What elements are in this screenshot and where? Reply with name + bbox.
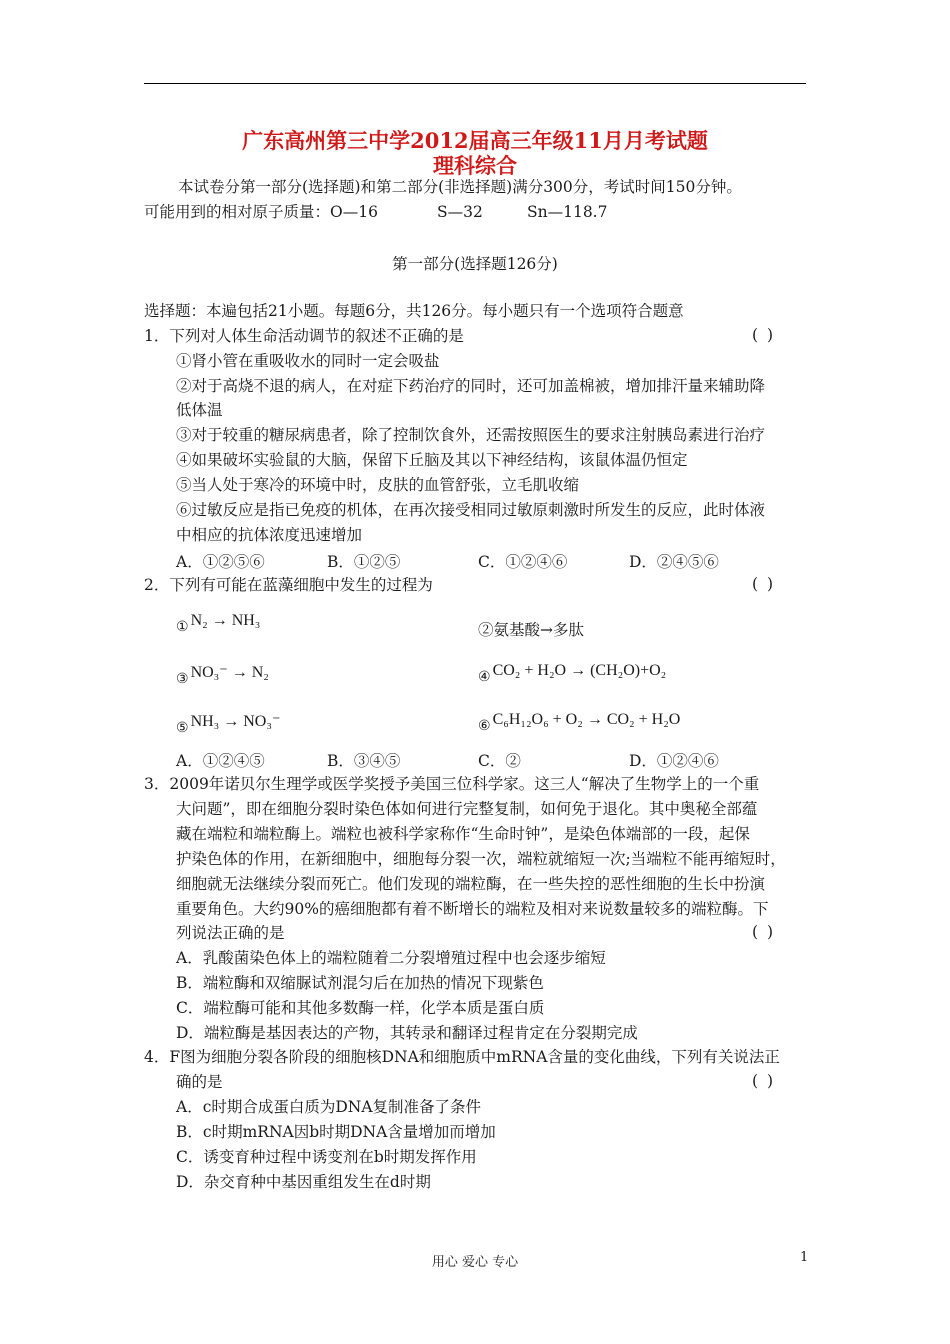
q2-formula-4-text: CO₂ + H₂O → (CH₂O)+O₂ [492, 662, 667, 679]
header-rule [144, 83, 806, 84]
exam-title: 广东高州第三中学2012届高三年级11月月考试题 [242, 128, 708, 153]
q2-formula-6-number: ⑥ [478, 719, 491, 734]
q3-stem-line: 3．2009年诺贝尔生理学或医学奖授予美国三位科学家。这三人“解决了生物学上的一个重 [144, 775, 760, 793]
q2-option-a: A．①②④⑤ [176, 752, 265, 770]
q3-option-d: D．端粒酶是基因表达的产物，其转录和翻译过程肯定在分裂期完成 [176, 1024, 638, 1042]
q2-stem: 2．下列有可能在蓝藻细胞中发生的过程为 [144, 576, 433, 594]
q4-stem-line: 确的是 [176, 1073, 223, 1091]
q3-answer-blank: ( ) [752, 923, 776, 941]
q2-formula-5-text: NH₃ → NO₃⁻ [190, 713, 281, 730]
section-instructions: 选择题：本遍包括21小题。每题6分，共126分。每小题只有一个选项符合题意 [144, 302, 684, 320]
q4-answer-blank: ( ) [752, 1072, 776, 1090]
q3-stem-line: 大问题”，即在细胞分裂时染色体如何进行完整复制，如何免于退化。其中奥秘全部蕴 [176, 800, 758, 818]
q2-formula-4 [478, 662, 667, 685]
q1-item: ⑥过敏反应是指已免疫的机体，在再次接受相同过敏原刺激时所发生的反应，此时体液 [176, 501, 766, 519]
q4-option-b: B．c时期mRNA因b时期DNA含量增加而增加 [176, 1123, 496, 1141]
q1-stem: 1．下列对人体生命活动调节的叙述不正确的是 [144, 327, 464, 345]
footer-text: 用心 爱心 专心 [431, 1255, 519, 1270]
q2-formula-5-number: ⑤ [176, 721, 189, 736]
q1-option-c: C．①②④⑥ [478, 553, 568, 571]
section-title: 第一部分(选择题126分) [392, 255, 558, 273]
q1-answer-blank: ( ) [752, 326, 776, 344]
q3-stem-line: 重要角色。大约90%的癌细胞都有着不断增长的端粒及相对来说数量较多的端粒酶。下 [176, 900, 769, 918]
page-number: 1 [800, 1250, 809, 1265]
q1-item: ③对于较重的糖尿病患者，除了控制饮食外，还需按照医生的要求注射胰岛素进行治疗 [176, 426, 766, 444]
q2-option-d: D．①②④⑥ [629, 752, 719, 770]
atomic-mass-sn: Sn—118.7 [527, 203, 608, 221]
q2-formula-3 [176, 662, 269, 687]
q2-formula-4-number: ④ [478, 670, 491, 685]
q1-item: 低体温 [176, 401, 223, 419]
atomic-mass-s: S—32 [437, 203, 483, 221]
q1-item: 中相应的抗体浓度迅速增加 [176, 526, 363, 544]
q2-formula-6-text: C₆H₁₂O₆ + O₂ → CO₂ + H₂O [492, 711, 681, 728]
q2-formula-1 [176, 612, 261, 635]
q2-answer-blank: ( ) [752, 575, 776, 593]
q2-formula-3-text: NO₃⁻ → N₂ [190, 664, 269, 681]
q2-option-c: C．② [478, 752, 521, 770]
q2-formula-2: ②氨基酸→多肽 [478, 621, 584, 639]
q1-option-b: B．①②⑤ [327, 553, 401, 571]
q3-option-a: A．乳酸菌染色体上的端粒随着二分裂增殖过程中也会逐步缩短 [176, 949, 606, 967]
q4-option-d: D．杂交育种中基因重组发生在d时期 [176, 1173, 431, 1191]
q2-option-b: B．③④⑤ [327, 752, 401, 770]
q1-option-d: D．②④⑤⑥ [629, 553, 719, 571]
q1-item: ②对于高烧不退的病人，在对症下药治疗的同时，还可加盖棉被，增加排汗量来辅助降 [176, 377, 766, 395]
exam-subtitle: 理科综合 [433, 153, 517, 178]
q4-stem-line: 4．F图为细胞分裂各阶段的细胞核DNA和细胞质中mRNA含量的变化曲线，下列有关说法正 [144, 1048, 780, 1066]
q1-item: ④如果破坏实验鼠的大脑，保留下丘脑及其以下神经结构，该鼠体温仍恒定 [176, 451, 688, 469]
q3-option-c: C．端粒酶可能和其他多数酶一样，化学本质是蛋白质 [176, 999, 545, 1017]
q3-stem-line: 护染色体的作用，在新细胞中，细胞每分裂一次，端粒就缩短一次;当端粒不能再缩短时， [176, 850, 786, 868]
q4-option-c: C．诱变育种过程中诱变剂在b时期发挥作用 [176, 1148, 477, 1166]
q2-formula-1-number: ① [176, 620, 189, 635]
atomic-mass-label: 可能用到的相对原子质量：O—16 [144, 203, 378, 221]
q2-formula-5 [176, 711, 281, 736]
q1-option-a: A．①②⑤⑥ [176, 553, 265, 571]
q3-stem-line: 列说法正确的是 [176, 924, 285, 942]
q3-stem-line: 细胞就无法继续分裂而死亡。他们发现的端粒酶，在一些失控的恶性细胞的生长中扮演 [176, 875, 766, 893]
intro-line: 本试卷分第一部分(选择题)和第二部分(非选择题)满分300分，考试时间150分钟。 [178, 178, 742, 196]
q2-formula-3-number: ③ [176, 672, 189, 687]
q3-stem-line: 藏在端粒和端粒酶上。端粒也被科学家称作“生命时钟”，是染色体端部的一段，起保 [176, 825, 750, 843]
q4-option-a: A．c时期合成蛋白质为DNA复制准备了条件 [176, 1098, 482, 1116]
q3-option-b: B．端粒酶和双缩脲试剂混匀后在加热的情况下现紫色 [176, 974, 544, 992]
q2-formula-1-text: N₂ → NH₃ [190, 612, 261, 629]
q1-item: ①肾小管在重吸收水的同时一定会吸盐 [176, 352, 440, 370]
q2-formula-6 [478, 711, 681, 734]
q1-item: ⑤当人处于寒冷的环境中时，皮肤的血管舒张，立毛肌收缩 [176, 476, 580, 494]
